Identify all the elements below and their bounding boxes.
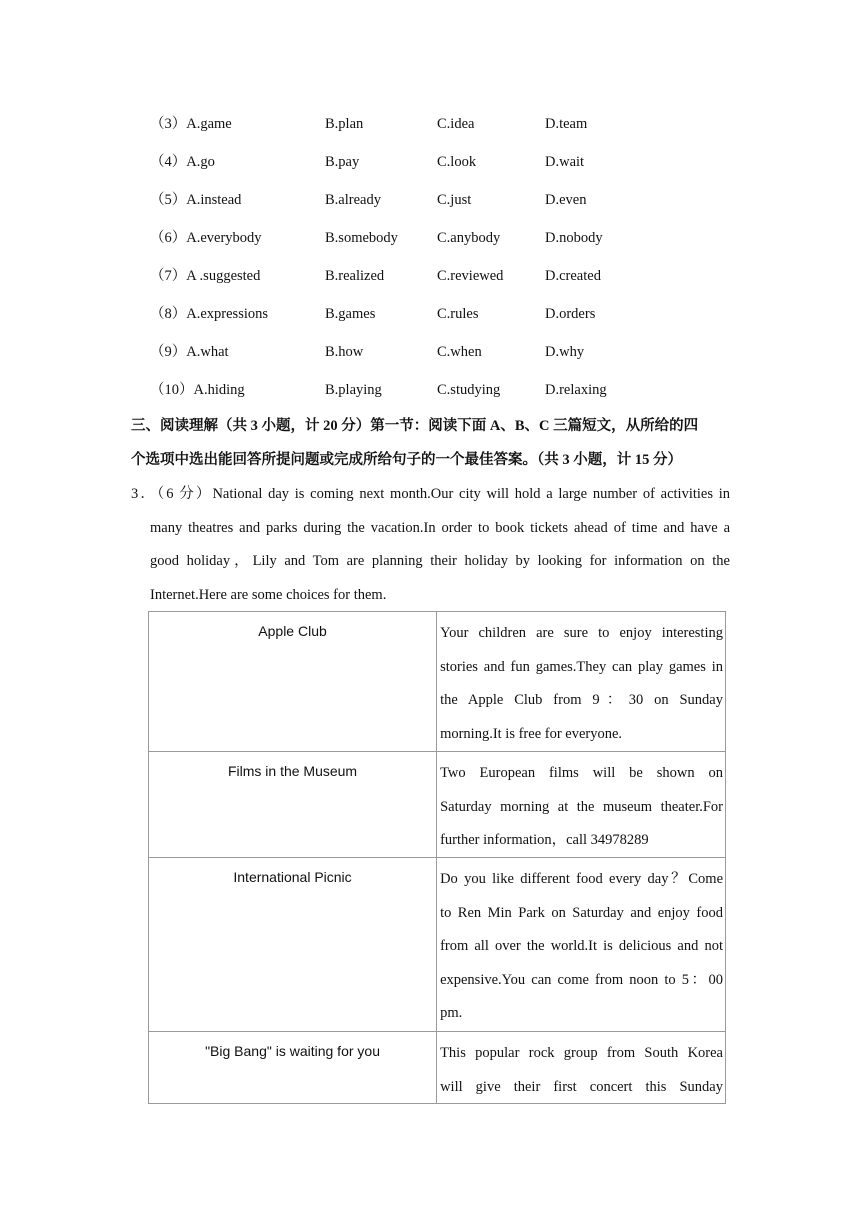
option-c: C.when [437, 344, 482, 360]
option-c: C.just [437, 192, 472, 208]
table-row [149, 752, 726, 858]
description-line: Do you like different food every day？Come [440, 871, 723, 887]
option-c: C.rules [437, 306, 479, 322]
passage-line-2: many theatres and parks during the vacation.In order to book tickets ahead of time and have a [150, 520, 730, 536]
activity-description [437, 752, 726, 858]
description-line: pm. [440, 1005, 463, 1022]
table-row [149, 858, 726, 1032]
section-heading-line-1: 三、阅读理解（共 3 小题，计 20 分）第一节：阅读下面 A、B、C 三篇短文，从所给的四 [131, 418, 699, 434]
option-a: （9）A.what [150, 344, 229, 360]
description-line: stories and fun games.They can play games in [440, 658, 723, 675]
description-line: Your children are sure to enjoy interesting [440, 625, 723, 641]
option-d: D.created [545, 268, 601, 284]
description-line: This popular rock group from South Korea [440, 1045, 723, 1061]
option-b: B.plan [325, 116, 364, 132]
option-d: D.wait [545, 154, 585, 170]
option-a: （6）A.everybody [150, 230, 262, 246]
activities-table [148, 611, 726, 1104]
description-line: from all over the world.It is delicious and not [440, 938, 723, 955]
activity-description [437, 858, 726, 1032]
option-c: C.idea [437, 116, 475, 132]
option-d: D.orders [545, 306, 596, 322]
option-b: B.realized [325, 268, 385, 284]
description-line: morning.It is free for everyone. [440, 725, 623, 742]
option-b: B.pay [325, 154, 360, 170]
option-d: D.team [545, 116, 588, 132]
description-line: the Apple Club from 9：30 on Sunday [440, 692, 723, 709]
option-d: D.nobody [545, 230, 603, 246]
option-a: （4）A.go [150, 154, 215, 170]
option-c: C.look [437, 154, 477, 170]
option-b: B.somebody [325, 230, 398, 246]
option-d: D.even [545, 192, 587, 208]
activity-name: "Big Bang" is waiting for you [149, 1032, 437, 1104]
option-a: （3）A.game [150, 116, 232, 132]
table-row [149, 612, 726, 752]
option-b: B.playing [325, 382, 382, 398]
option-d: D.why [545, 344, 585, 360]
description-line: Two European films will be shown on [440, 765, 723, 781]
description-line: expensive.You can come from noon to 5：00 [440, 971, 723, 988]
passage-line-4: Internet.Here are some choices for them. [150, 587, 387, 603]
description-line: will give their first concert this Sunday [440, 1078, 723, 1095]
activity-name: Apple Club [149, 612, 437, 752]
option-b: B.already [325, 192, 381, 208]
activity-name: International Picnic [149, 858, 437, 1032]
section-heading-line-2: 个选项中选出能回答所提问题或完成所给句子的一个最佳答案。（共 3 小题，计 15 分） [131, 452, 682, 468]
description-line: further information，call 34978289 [440, 832, 649, 849]
description-line: to Ren Min Park on Saturday and enjoy food [440, 904, 723, 921]
option-c: C.studying [437, 382, 501, 398]
passage-line-3: good holiday，Lily and Tom are planning their holiday by looking for information on the [150, 553, 730, 569]
activity-name: Films in the Museum [149, 752, 437, 858]
option-a: （8）A.expressions [150, 306, 269, 322]
table-row [149, 1032, 726, 1104]
option-c: C.reviewed [437, 268, 504, 284]
activity-description [437, 1032, 726, 1104]
option-b: B.how [325, 344, 364, 360]
option-a: （5）A.instead [150, 192, 242, 208]
activity-description [437, 612, 726, 752]
option-b: B.games [325, 306, 376, 322]
option-c: C.anybody [437, 230, 501, 246]
description-line: Saturday morning at the museum theater.For [440, 798, 723, 815]
option-d: D.relaxing [545, 382, 607, 398]
passage-line-1: 3．（6 分）National day is coming next month.Our city will hold a large number of activities in [131, 486, 730, 502]
option-a: （7）A .suggested [150, 268, 261, 284]
option-a: （10）A.hiding [150, 382, 245, 398]
